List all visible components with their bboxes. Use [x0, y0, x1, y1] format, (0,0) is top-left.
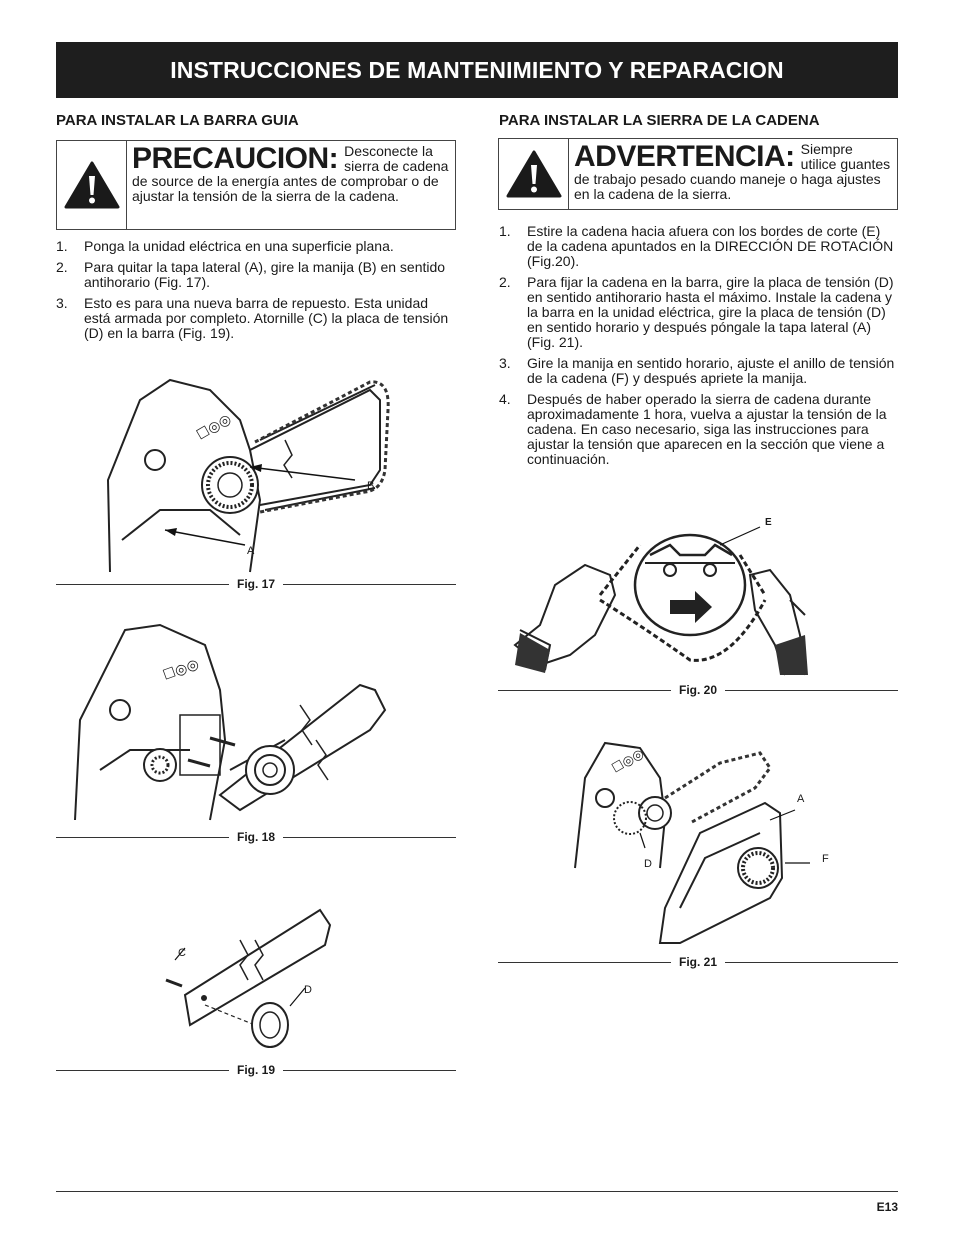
fig17-illustration	[100, 360, 400, 575]
warning-word: ADVERTENCIA:	[574, 140, 795, 173]
fig20-caption: Fig. 20	[498, 683, 898, 697]
fig21-label-f: F	[822, 853, 829, 865]
fig20-illustration	[510, 515, 810, 680]
fig19-label-c: C	[178, 947, 186, 959]
fig18-illustration	[70, 620, 390, 825]
list-item: 1. Ponga la unidad eléctrica en una superficie plana.	[56, 238, 394, 254]
warning-text: Siempre utilice guantes de trabajo pesado cuando maneje o haga ajustes en la cadena de la sierra.	[574, 141, 891, 202]
warning-triangle-icon	[499, 139, 569, 209]
caution-triangle-icon	[57, 141, 127, 229]
fig19-label-d: D	[304, 984, 312, 996]
fig19-caption: Fig. 19	[56, 1063, 456, 1077]
fig19-illustration	[160, 900, 340, 1060]
list-item: 2. Para quitar la tapa lateral (A), gire la manija (B) en sentido antihorario (Fig. 17).	[56, 259, 446, 290]
fig21-caption: Fig. 21	[498, 955, 898, 969]
list-item: 1. Estire la cadena hacia afuera con los bordes de corte (E) de la cadena apuntados en la DIRECCIÓN DE ROTACIÓN (Fig.20).	[499, 223, 894, 269]
list-item: 2. Para fijar la cadena en la barra, gire la placa de tensión (D) en sentido antihorario hasta el máximo. Instale la cadena y la barra en la unidad eléctrica, gire la placa de tensión (D) en sentido horario y después póngale la tapa lateral (A) (Fig. 21).	[499, 274, 894, 350]
caution-word: PRECAUCION:	[132, 142, 339, 175]
fig17-caption: Fig. 17	[56, 577, 456, 591]
caution-box	[56, 140, 456, 230]
fig21-label-d: D	[644, 858, 652, 870]
list-item: 3. Esto es para una nueva barra de repuesto. Esta unidad está armada por completo. Atornille (C) la placa de tensión (D) en la barra (Fig. 19).	[56, 295, 449, 341]
svg-text:☐◎◎: ☐◎◎	[160, 655, 201, 683]
list-item: 4. Después de haber operado la sierra de cadena durante aproximadamente 1 hora, vuelva a ajustar la tensión de la cadena. En caso necesario, siga las instrucciones para ajustar la tensión que aparecen en la sección que viene a continuación.	[499, 391, 887, 467]
fig20-label-e: E	[765, 517, 772, 528]
list-item: 3. Gire la manija en sentido horario, ajuste el anillo de tensión de la cadena (F) y después apriete la manija.	[499, 355, 895, 386]
fig17-label-a: A	[247, 545, 255, 557]
left-heading: PARA INSTALAR LA BARRA GUIA	[56, 112, 299, 129]
fig21-illustration	[570, 738, 800, 948]
svg-text:☐◎◎: ☐◎◎	[609, 745, 647, 776]
banner-title: INSTRUCCIONES DE MANTENIMIENTO Y REPARACION	[170, 56, 784, 83]
warning-box	[498, 138, 898, 210]
svg-text:☐◎◎: ☐◎◎	[193, 410, 234, 443]
section-banner	[56, 42, 898, 98]
right-heading: PARA INSTALAR LA SIERRA DE LA CADENA	[499, 112, 820, 129]
caution-text: Desconecte la sierra de cadena de source de la energía antes de comprobar o de ajustar la tensión de la sierra de la cadena.	[132, 143, 449, 204]
fig21-label-a: A	[797, 793, 805, 805]
footer-rule	[56, 1191, 898, 1192]
fig17-label-b: B	[367, 480, 375, 492]
left-steps	[56, 239, 454, 347]
page-number: E13	[876, 1200, 898, 1214]
fig18-caption: Fig. 18	[56, 830, 456, 844]
right-steps	[499, 224, 897, 473]
